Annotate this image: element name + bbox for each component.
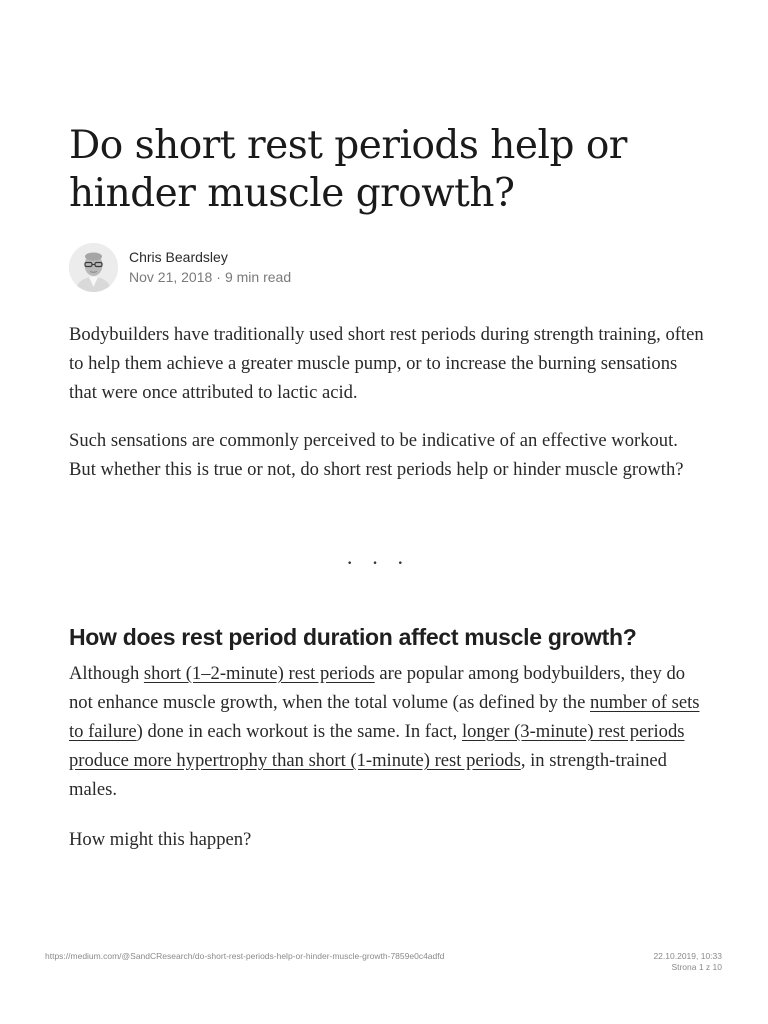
intro-paragraph-1: Bodybuilders have traditionally used short rest periods during strength training, often to help them achieve a greater muscle pump, or to increase the burning sensations that were once attributed to lactic acid. <box>69 324 704 403</box>
section-break <box>0 550 768 576</box>
print-footer-info <box>653 951 722 973</box>
intro-paragraph-2: Such sensations are commonly perceived to be indicative of an effective workout. But whether this is true or not, do short rest periods help or hinder muscle growth? <box>69 430 684 480</box>
author-avatar[interactable] <box>69 243 118 292</box>
link-longer-rest-periods[interactable]: longer (3-minute) rest periods produce more hypertrophy than short (1-minute) rest periods <box>69 721 685 771</box>
read-time: 9 min read <box>224 269 292 285</box>
print-page-number: Strona 1 z 10 <box>671 962 722 972</box>
paragraph-text: are popular among bodybuilders, they do not enhance muscle growth, when the total volume (as defined by the <box>69 663 686 713</box>
print-datetime: 22.10.2019, 10:33 <box>653 951 722 961</box>
paragraph-text: Although <box>69 663 144 684</box>
author-meta <box>129 247 291 287</box>
post-date[interactable]: Nov 21, 2018 <box>129 269 213 285</box>
author-block <box>69 242 291 292</box>
paragraph-text: ) done in each workout is the same. In fact, <box>136 721 462 742</box>
section-paragraph-1 <box>69 659 705 804</box>
section-break-dot: · <box>346 550 372 575</box>
article-title: Do short rest periods help or hinder muscle growth? <box>69 123 627 216</box>
author-photo-icon <box>69 243 118 292</box>
section-break-dot: · <box>396 550 422 575</box>
section-heading: How does rest period duration affect muscle growth? <box>69 624 637 650</box>
print-footer-url: https://medium.com/@SandCResearch/do-short-rest-periods-help-or-hinder-muscle-growth-7859e0c4adfd <box>45 951 445 961</box>
section-break-dot: · <box>371 550 397 575</box>
section-paragraph-2: How might this happen? <box>69 829 252 850</box>
link-short-rest-periods[interactable]: short (1–2-minute) rest periods <box>143 663 375 684</box>
meta-separator: · <box>216 269 221 285</box>
link-number-of-sets-to-failure[interactable]: number of sets to failure <box>69 692 700 742</box>
post-meta <box>129 267 291 287</box>
author-name[interactable]: Chris Beardsley <box>129 249 228 265</box>
paragraph-text: , in strength-trained males. <box>69 750 667 800</box>
